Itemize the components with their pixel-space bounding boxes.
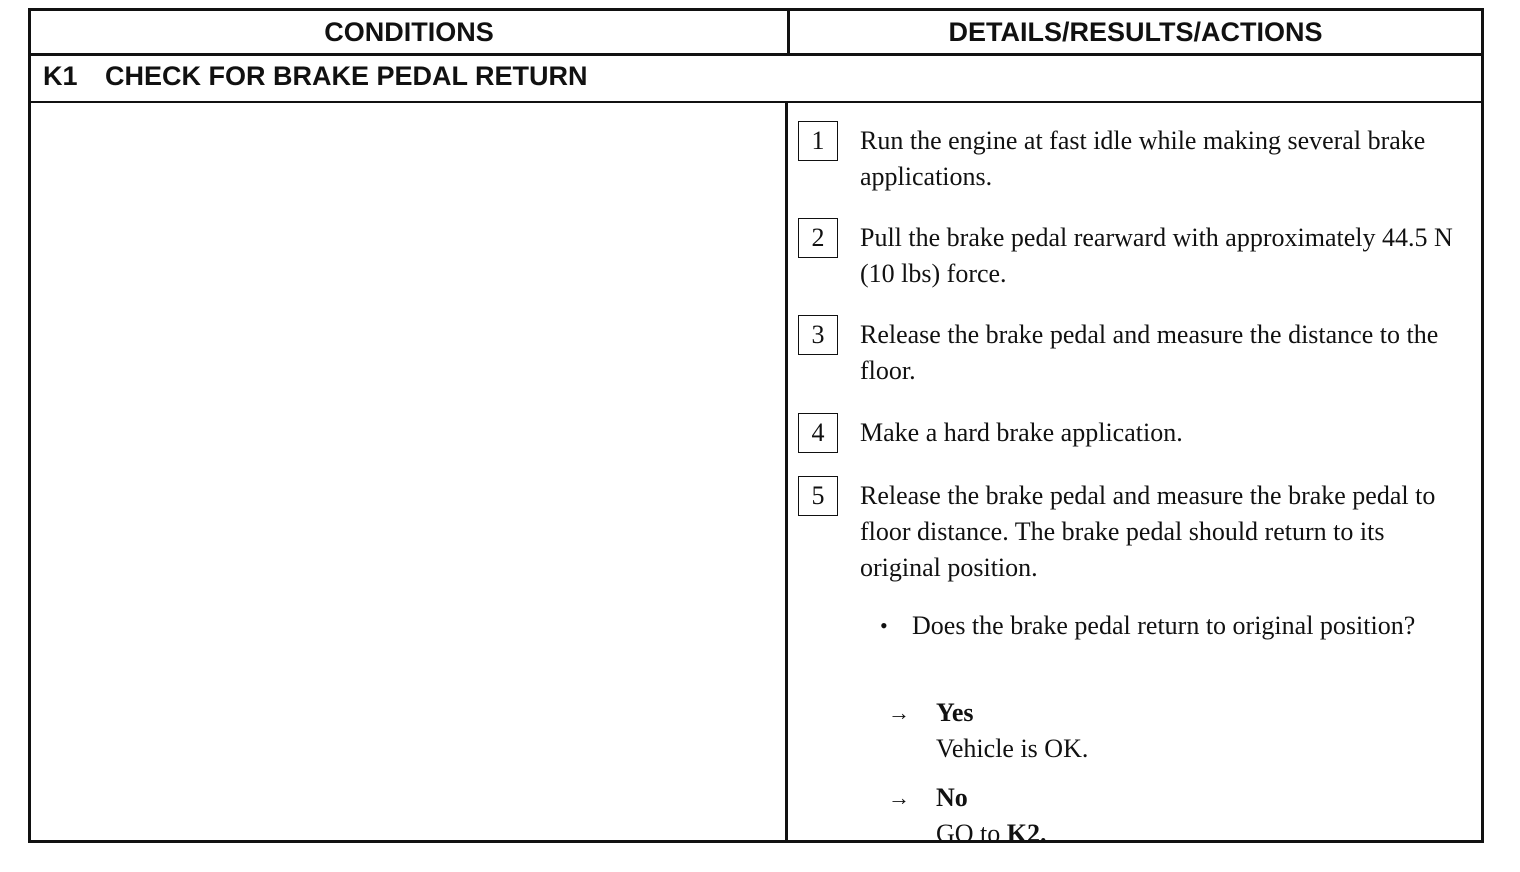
step-number-box: 1 (798, 121, 838, 161)
section-code: K1 (43, 61, 78, 91)
details-header: DETAILS/RESULTS/ACTIONS (948, 17, 1323, 47)
answer-label: Yes (936, 698, 974, 727)
arrow-right-icon: → (888, 785, 910, 810)
step-text: Make a hard brake application. (860, 418, 1183, 447)
step-text: Pull the brake pedal rearward with approximately 44.5 N (10 lbs) force. (860, 223, 1453, 288)
step-number-box: 4 (798, 413, 838, 453)
step-number-box: 2 (798, 218, 838, 258)
conditions-header: CONDITIONS (324, 17, 494, 47)
answer-label: No (936, 783, 968, 812)
table-header-row (31, 11, 1481, 56)
bullet-icon: • (880, 613, 888, 638)
step-text: Release the brake pedal and measure the brake pedal to floor distance. The brake pedal should return to its original position. (860, 481, 1436, 582)
details-cell (788, 103, 1481, 848)
step-text: Release the brake pedal and measure the distance to the floor. (860, 320, 1439, 385)
answer-action-ref: K2. (1006, 819, 1047, 848)
section-title: CHECK FOR BRAKE PEDAL RETURN (105, 61, 588, 91)
section-title-row (31, 56, 1481, 103)
step-number-box: 5 (798, 476, 838, 516)
diagnostic-table (28, 8, 1484, 848)
question-text: Does the brake pedal return to original position? (912, 611, 1416, 640)
answer-action-text: Vehicle is OK. (936, 734, 1089, 763)
arrow-right-icon: → (888, 700, 910, 725)
answer-action (936, 731, 1088, 767)
answer-action-text: GO to (936, 819, 1007, 848)
conditions-cell (31, 103, 785, 840)
step-text: Run the engine at fast idle while making several brake applications. (860, 126, 1426, 191)
answer-action (936, 816, 1047, 852)
step-number-box: 3 (798, 315, 838, 355)
